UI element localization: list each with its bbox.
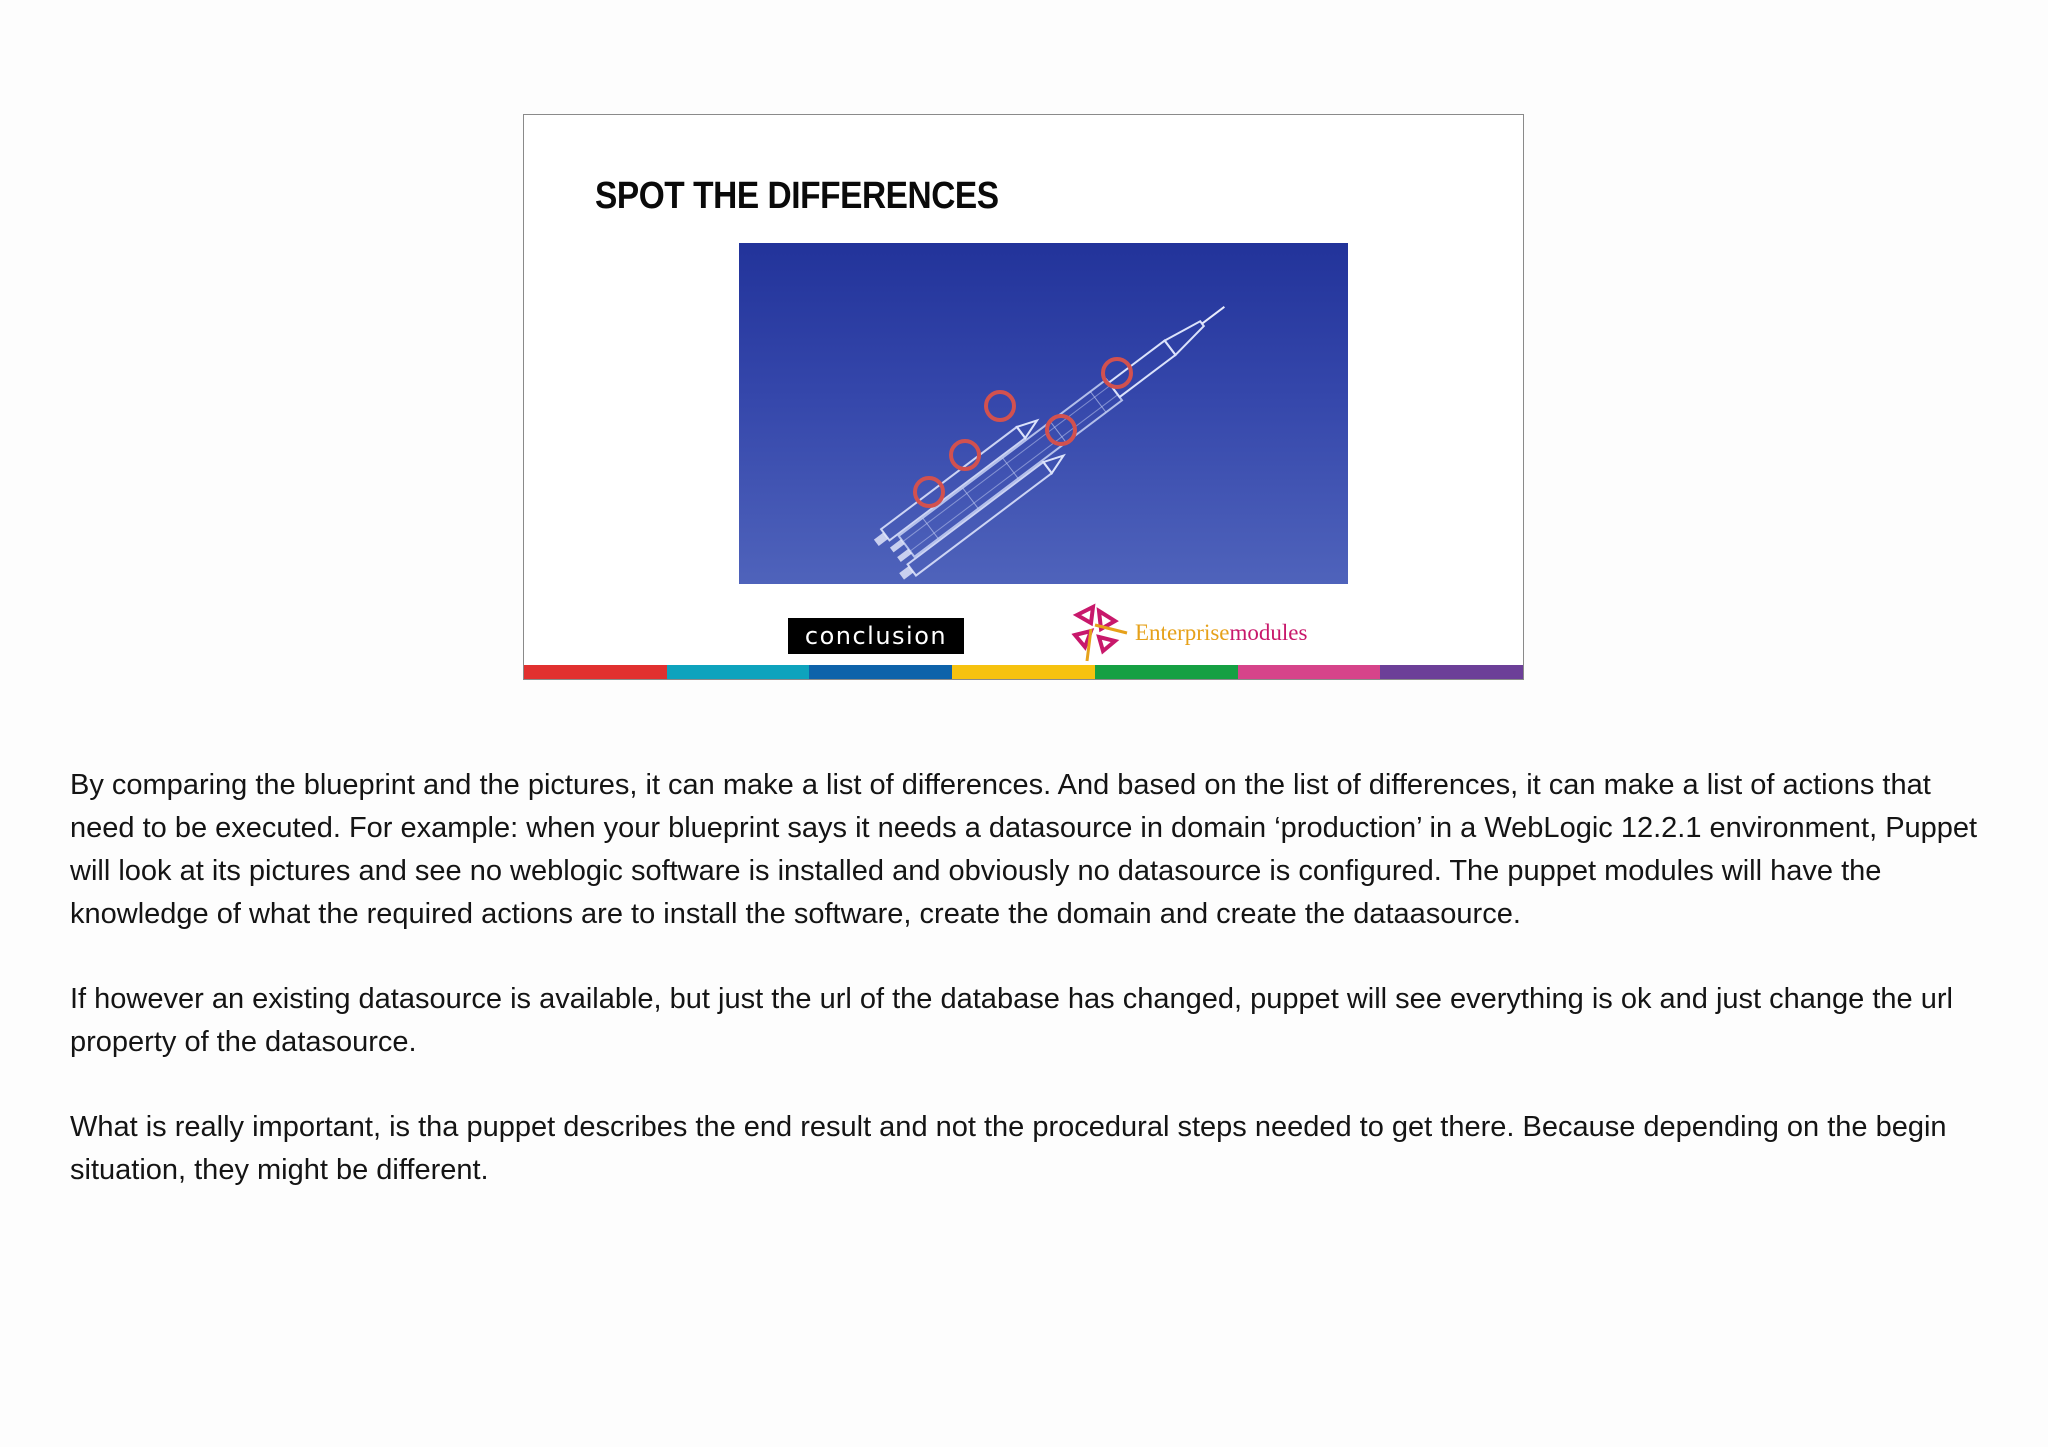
rocket-blueprint-icon [739,243,1348,584]
color-stripe-segment [1380,665,1523,679]
rocket-blueprint-image [739,243,1348,584]
slide-title: SPOT THE DIFFERENCES [595,175,999,217]
notes-paragraph: If however an existing datasource is available, but just the url of the database has changed, puppet will see everything is ok and just change the url property of the datasource. [70,983,1953,1058]
color-stripe-segment [809,665,952,679]
difference-marker [986,392,1014,420]
color-stripe-segment [1238,665,1381,679]
logo-mark-icon [1069,601,1131,665]
color-stripe-segment [952,665,1095,679]
color-stripe-segment [1095,665,1238,679]
slide-thumbnail [523,114,1524,680]
color-stripe-bar [524,665,1523,679]
color-stripe-segment [667,665,810,679]
difference-marker [1103,359,1131,387]
speaker-notes [70,764,1990,1234]
logo-wordmark: Enterprisemodules [1135,620,1308,645]
enterprise-modules-logo [1069,601,1307,665]
rocket-drawing [871,284,1241,583]
notes-paragraph: What is really important, is tha puppet describes the end result and not the procedural steps needed to get there. Because depending on the begin situation, they might be different. [70,1111,1947,1186]
conclusion-badge: conclusion [788,618,964,654]
notes-paragraph: By comparing the blueprint and the pictures, it can make a list of differences. And based on the list of differences, it can make a list of actions that need to be executed. For example: when your blueprint says it needs a datasource in domain ‘production’ in a WebLogic 12.2.1 environment, Puppet will look at its pictures and see no weblogic software is installed and obviously no datasource is configured. The puppet modules will have the knowledge of what the required actions are to install the software, create the domain and create the dataasource. [70,769,1978,930]
color-stripe-segment [524,665,667,679]
